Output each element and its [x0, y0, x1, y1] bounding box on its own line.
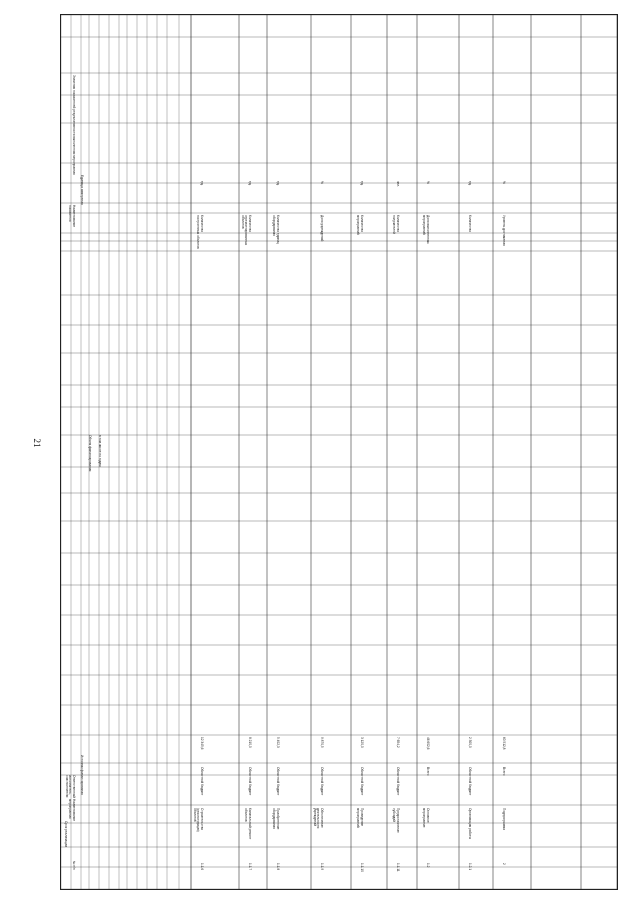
row-source: Областной бюджет	[200, 767, 204, 796]
row-indicator-name: Количество построенных объектов	[196, 215, 204, 249]
header-col-indicator-unit: Единица измерения	[80, 175, 84, 205]
row-number: 1.1.8	[276, 863, 280, 871]
row-total: 3 120,0	[360, 737, 364, 748]
row-total: 9 870,5	[320, 737, 324, 748]
row-name: Организация работы	[468, 808, 472, 839]
row-total: 46 602,6	[426, 737, 430, 750]
row-indicator-unit: ед.	[276, 181, 280, 186]
row-source: Всего	[502, 767, 506, 776]
header-col-indicator-name: Наименование показателя	[68, 205, 76, 228]
row-number: 1.1.6	[200, 863, 204, 871]
row-name: Капитальный ремонт объектов	[244, 808, 252, 840]
row-total: 60 512,8	[502, 737, 506, 750]
row-number: 1.2	[426, 863, 430, 868]
row-indicator-unit: %	[320, 181, 324, 184]
header-col-funding-total: Объем финансирования	[88, 435, 92, 472]
row-total: 7 654,2	[396, 737, 400, 748]
row-total: 2 300,0	[468, 737, 472, 748]
row-number: 2	[502, 863, 506, 865]
row-source: Областной бюджет	[320, 767, 324, 796]
row-indicator-unit: чел.	[396, 181, 400, 188]
row-indicator-name: Количество отремонтированных объектов	[240, 215, 252, 246]
rotated-table-sheet	[60, 14, 618, 890]
row-indicator-name: Количество мероприятий	[356, 215, 364, 235]
header-col-indicator-values: Значения показателей результативности выполнения мероприятия	[72, 75, 76, 175]
row-total: 8 210,0	[248, 737, 252, 748]
header-col-period: Срок реализации	[64, 821, 68, 847]
row-name: Проведение мероприятий	[356, 808, 364, 828]
row-indicator-name: Количество получателей	[392, 215, 400, 234]
row-indicator-name: Доля учреждений	[320, 215, 324, 242]
row-indicator-name: Количество	[468, 215, 472, 233]
row-source: Всего	[426, 767, 430, 776]
row-name: Строительство (реконструкция) объектов	[192, 808, 204, 832]
row-name: Подпрограмма	[502, 808, 506, 830]
row-total: 12 345,6	[200, 737, 204, 750]
row-source: Областной бюджет	[360, 767, 364, 796]
header-col-funding-by-year: в том числе по годам	[98, 435, 102, 467]
table-grid	[61, 15, 617, 889]
row-indicator-name: Уровень достижения	[502, 215, 506, 246]
row-name: Обеспечение деятельности учреждений	[312, 808, 324, 829]
row-indicator-unit: ед.	[360, 181, 364, 186]
row-total: 5 402,3	[276, 737, 280, 748]
row-indicator-name: Количество единиц оборудования	[272, 215, 280, 244]
row-name: Приобретение оборудования	[272, 808, 280, 830]
row-number: 1.2.1	[468, 863, 472, 871]
row-source: Областной бюджет	[396, 767, 400, 796]
header-col-name: Наименование мероприятия	[68, 799, 76, 822]
header-col-source: Источник финансирования	[80, 755, 84, 795]
row-name: Основное мероприятие	[422, 808, 430, 828]
row-source: Областной бюджет	[468, 767, 472, 796]
row-number: 1.1.11	[396, 863, 400, 872]
row-indicator-unit: ед.	[248, 181, 252, 186]
row-indicator-unit: ед.	[468, 181, 472, 186]
header-col-executor: Ответственный исполнитель, соисполнители	[64, 775, 76, 798]
page-number: 21	[32, 438, 42, 448]
row-name: Предоставление субсидий	[392, 808, 400, 833]
row-source: Областной бюджет	[248, 767, 252, 796]
row-number: 1.1.9	[320, 863, 324, 871]
row-indicator-unit: ед.	[200, 181, 204, 186]
row-indicator-unit: %	[502, 181, 506, 184]
header-col-num: № п/п	[72, 861, 76, 870]
row-indicator-name: Доля выполненных мероприятий	[422, 215, 430, 244]
row-source: Областной бюджет	[276, 767, 280, 796]
row-number: 1.1.7	[248, 863, 252, 871]
row-number: 1.1.10	[360, 863, 364, 872]
row-indicator-unit: %	[426, 181, 430, 184]
